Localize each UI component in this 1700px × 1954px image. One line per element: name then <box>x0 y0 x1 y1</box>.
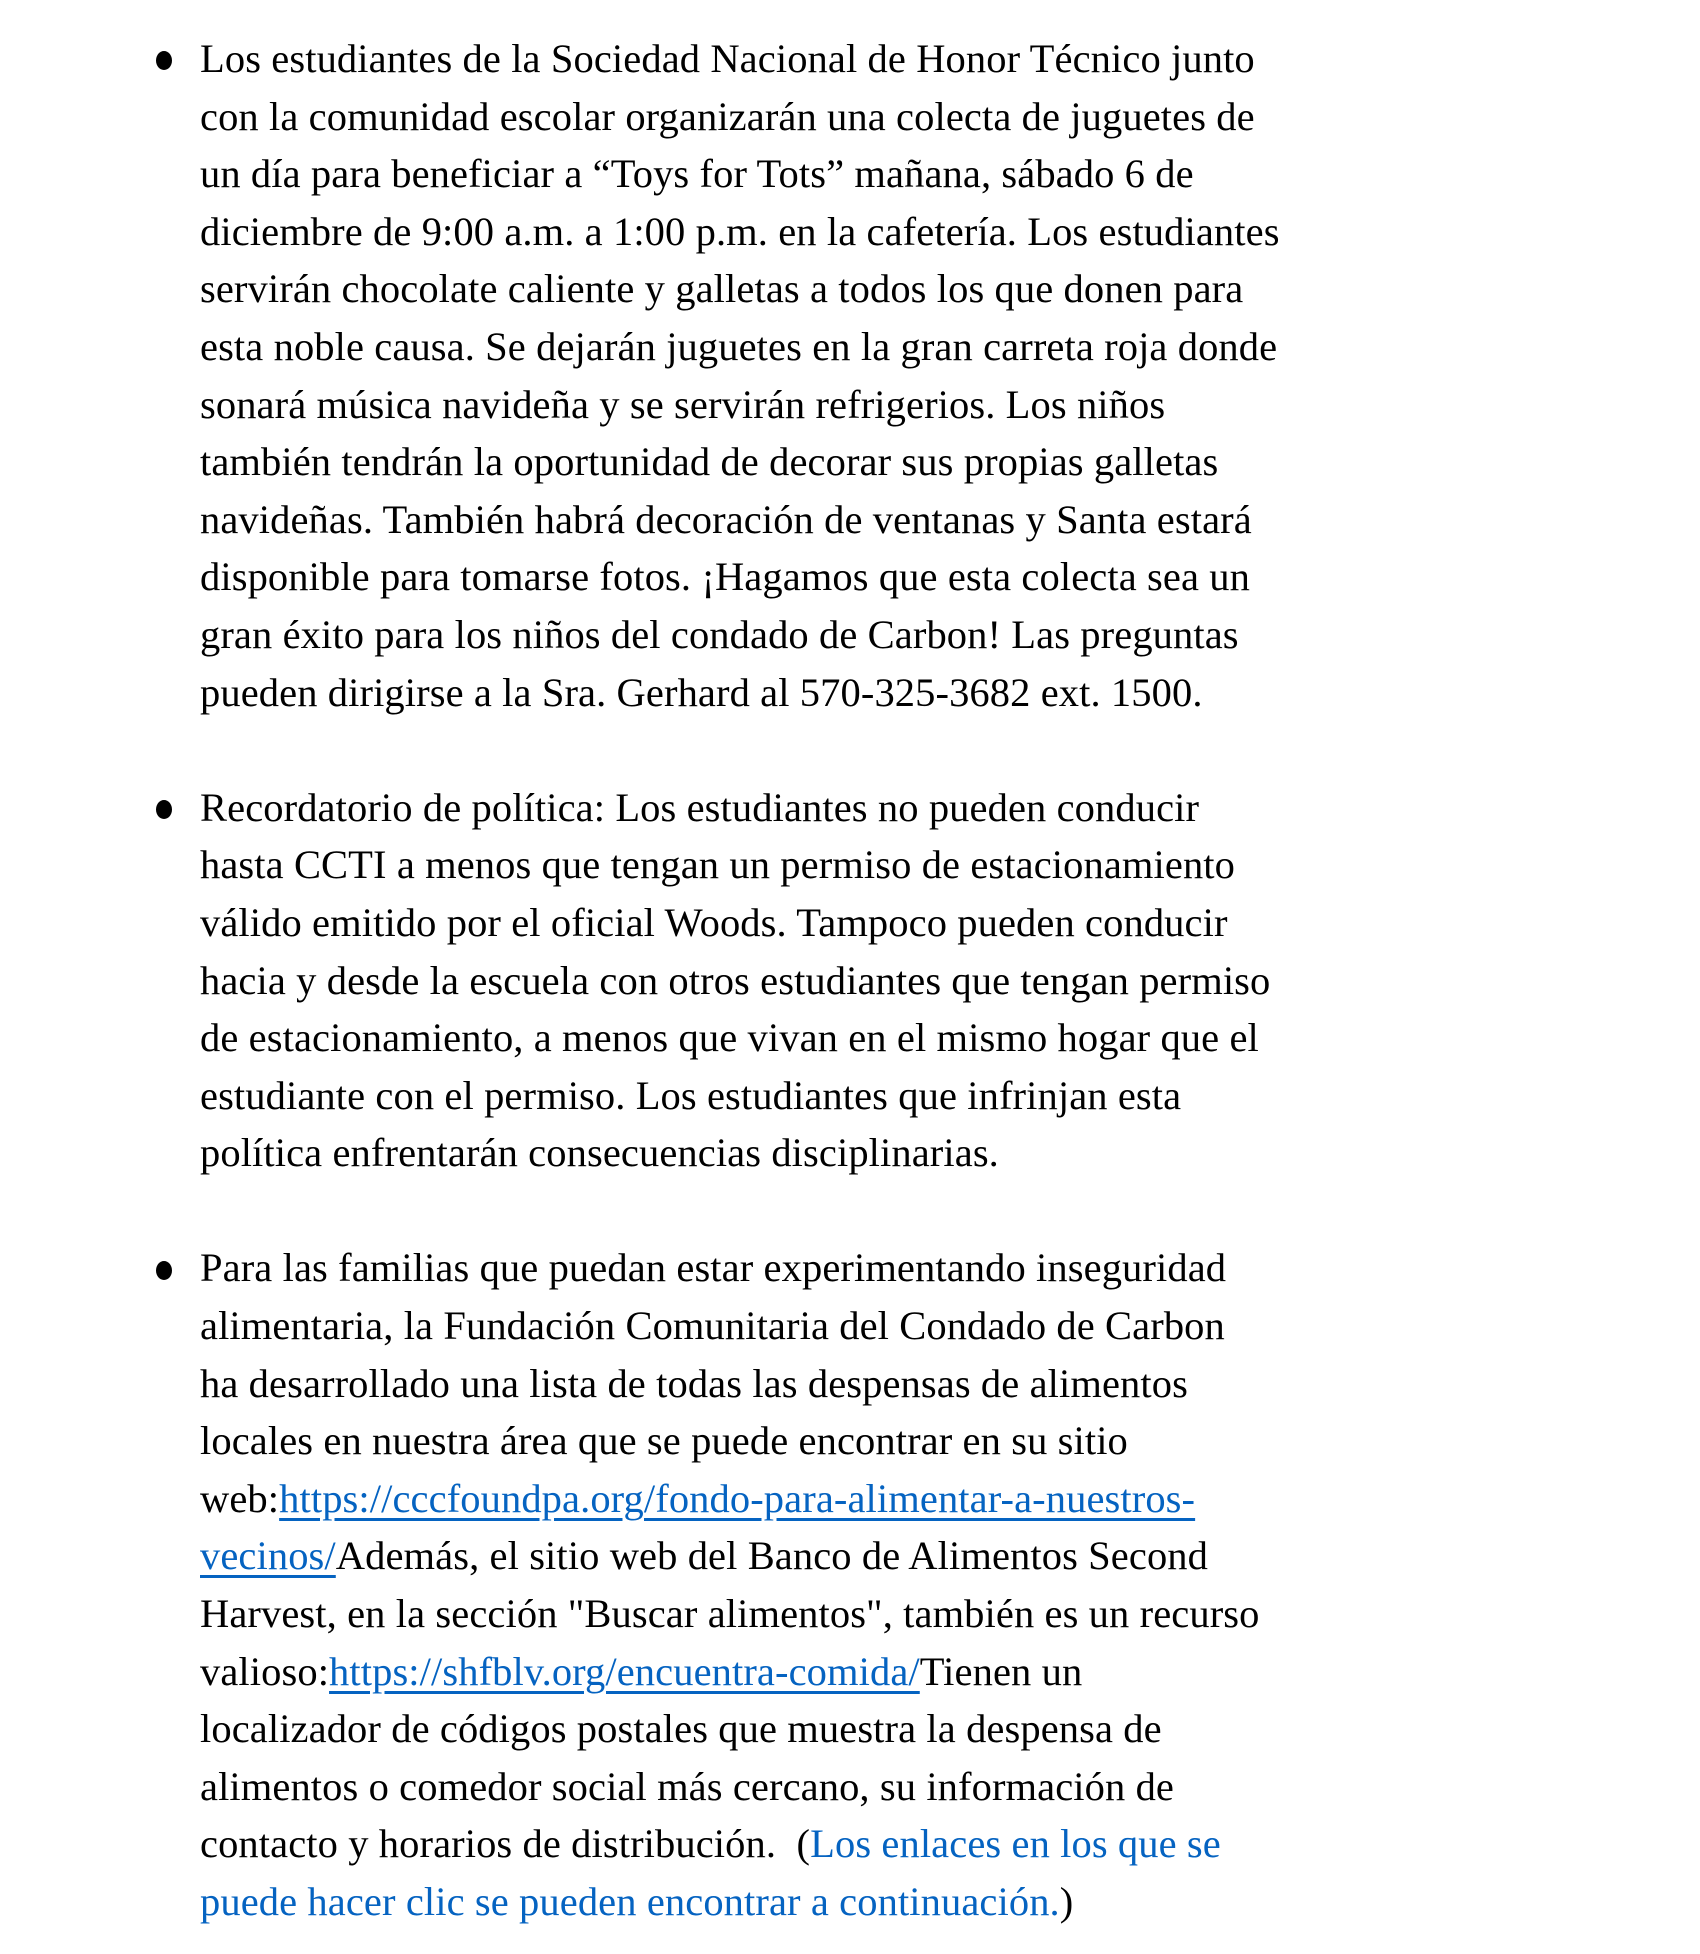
text-line: Los estudiantes de la Sociedad Nacional de Honor Técnico junto <box>200 36 1255 81</box>
cccfoundpa-link[interactable]: https://cccfoundpa.org/fondo-para-alimentar-a-nuestros- <box>279 1475 1196 1521</box>
announcement-list <box>150 30 1610 1931</box>
text-line: estudiante con el permiso. Los estudiantes que infrinjan esta <box>200 1072 1182 1118</box>
text-line <box>200 1873 1610 1931</box>
text-line: ha desarrollado una lista de todas las despensas de alimentos <box>200 1360 1188 1406</box>
web-prefix: web: <box>200 1475 280 1521</box>
list-item-parking-policy <box>150 779 1610 1182</box>
text-line: gran éxito para los niños del condado de Carbon! Las preguntas <box>200 611 1239 657</box>
text-segment: Tienen un <box>919 1648 1083 1694</box>
text-line: sonará música navideña y se servirán refrigerios. Los niños <box>200 381 1166 427</box>
text-line: de estacionamiento, a menos que vivan en el mismo hogar que el <box>200 1015 1259 1061</box>
text-line <box>200 1815 1610 1873</box>
bullet-icon <box>156 779 174 837</box>
text-line: alimentos o comedor social más cercano, su información de <box>200 1763 1175 1809</box>
text-line <box>200 1643 1610 1701</box>
text-line: locales en nuestra área que se puede encontrar en su sitio <box>200 1418 1128 1464</box>
list-item-toy-drive <box>150 30 1610 721</box>
text-line: válido emitido por el oficial Woods. Tampoco pueden conducir <box>200 899 1228 945</box>
text-line: alimentaria, la Fundación Comunitaria del Condado de Carbon <box>200 1303 1225 1349</box>
text-line: esta noble causa. Se dejarán juguetes en la gran carreta roja donde <box>200 323 1278 369</box>
text-segment: Además, el sitio web del Banco de Alimentos Second <box>335 1533 1208 1579</box>
text-line: Recordatorio de política: Los estudiantes no pueden conducir <box>200 784 1200 830</box>
clickable-links-note: Los enlaces en los que se <box>810 1821 1221 1867</box>
bullet-icon <box>156 30 174 88</box>
text-line: servirán chocolate caliente y galletas a todos los que donen para <box>200 266 1244 312</box>
valioso-prefix: valioso: <box>200 1648 330 1694</box>
text-line: pueden dirigirse a la Sra. Gerhard al 570-325-3682 ext. 1500. <box>200 669 1203 715</box>
cccfoundpa-link-continued[interactable]: vecinos/ <box>200 1533 336 1579</box>
text-line: navideñas. También habrá decoración de ventanas y Santa estará <box>200 496 1252 542</box>
shfblv-link[interactable]: https://shfblv.org/encuentra-comida/ <box>329 1648 920 1694</box>
text-line: localizador de códigos postales que muestra la despensa de <box>200 1706 1162 1752</box>
list-item-food-insecurity <box>150 1239 1610 1930</box>
closing-paren: ) <box>1059 1879 1074 1924</box>
text-line: también tendrán la oportunidad de decorar sus propias galletas <box>200 439 1219 485</box>
text-line <box>200 1470 1610 1528</box>
bullet-icon <box>156 1239 174 1297</box>
text-line: diciembre de 9:00 a.m. a 1:00 p.m. en la cafetería. Los estudiantes <box>200 208 1280 254</box>
clickable-links-note-continued: puede hacer clic se pueden encontrar a continuación. <box>200 1879 1060 1924</box>
text-line: Harvest, en la sección "Buscar alimentos", también es un recurso <box>200 1591 1260 1637</box>
text-line: política enfrentarán consecuencias disciplinarias. <box>200 1130 999 1176</box>
text-line: hacia y desde la escuela con otros estudiantes que tengan permiso <box>200 957 1271 1003</box>
text-line: con la comunidad escolar organizarán una colecta de juguetes de <box>200 93 1255 139</box>
text-segment: contacto y horarios de distribución. ( <box>200 1821 811 1867</box>
text-line: un día para beneficiar a “Toys for Tots” mañana, sábado 6 de <box>200 151 1194 197</box>
text-line: Para las familias que puedan estar experimentando inseguridad <box>200 1245 1227 1291</box>
text-line: disponible para tomarse fotos. ¡Hagamos que esta colecta sea un <box>200 554 1250 600</box>
text-line <box>200 1527 1610 1585</box>
text-line: hasta CCTI a menos que tengan un permiso de estacionamiento <box>200 842 1235 888</box>
